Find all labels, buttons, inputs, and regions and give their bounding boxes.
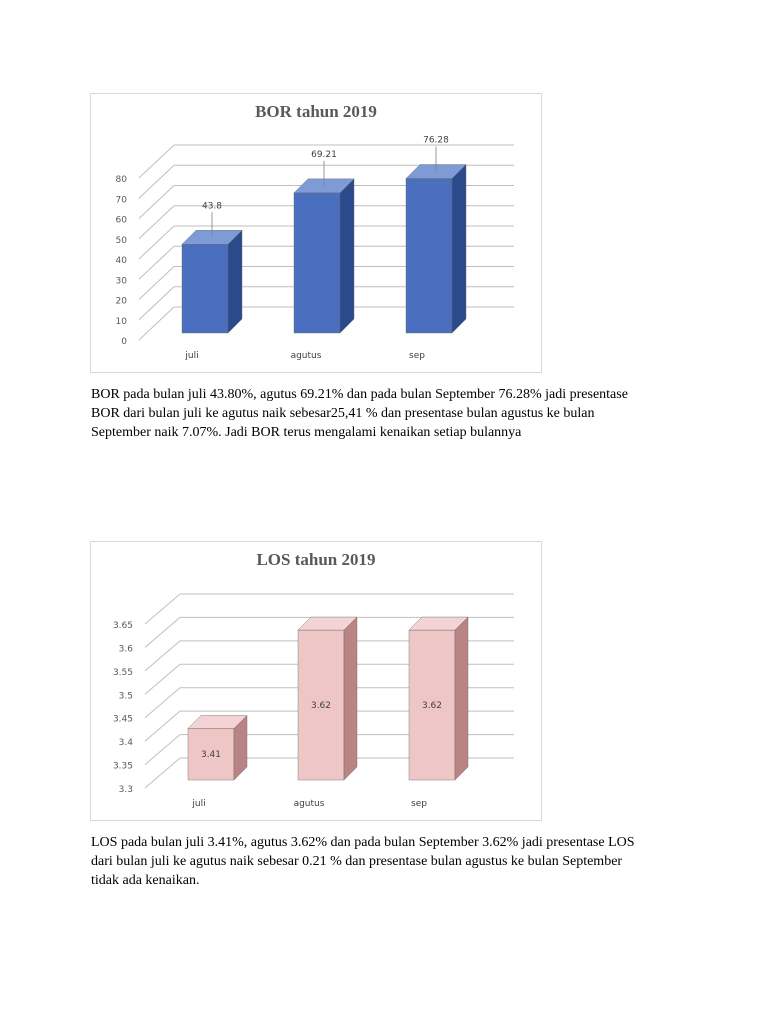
gridline-side (139, 226, 174, 259)
bar-juli (182, 201, 242, 361)
x-tick-label: agutus (293, 799, 325, 809)
y-tick-label: 3.6 (118, 644, 133, 655)
bar-juli (188, 715, 247, 809)
bar-side (340, 179, 354, 333)
text-line: dari bulan juli ke agutus naik sebesar 0.21 % dan presentase bulan agustus ke bulan September (91, 854, 623, 869)
bor-chart (90, 93, 542, 373)
x-tick-label: sep (411, 799, 427, 809)
bar-agutus (294, 617, 357, 809)
data-label: 76.28 (423, 135, 449, 146)
y-tick-label: 0 (121, 337, 127, 347)
y-tick-label: 70 (115, 195, 127, 206)
los-chart-plot (91, 542, 543, 822)
gridline-side (145, 594, 180, 624)
gridline-side (145, 735, 180, 765)
bar-agutus (291, 150, 354, 361)
chart-title: LOS tahun 2019 (256, 550, 376, 569)
text-line: September naik 7.07%. Jadi BOR terus mengalami kenaikan setiap bulannya (91, 425, 522, 440)
bars (188, 617, 468, 809)
bar-front (294, 193, 340, 333)
gridline-side (145, 617, 180, 647)
data-label: 3.41 (200, 750, 222, 761)
gridline-side (139, 287, 174, 320)
y-tick-label: 3.55 (112, 667, 133, 678)
los-description (91, 833, 691, 890)
data-label: 69.21 (311, 149, 337, 160)
gridline-side (145, 711, 180, 741)
y-tick-label: 3.5 (118, 691, 133, 702)
y-tick-label: 80 (115, 175, 127, 185)
bar-side (344, 617, 357, 780)
gridline-side (145, 758, 180, 788)
gridline-side (139, 267, 174, 300)
bor-description (91, 385, 691, 442)
y-tick-label: 20 (115, 296, 127, 307)
y-tick-label: 30 (115, 276, 127, 287)
data-label: 3.62 (421, 701, 443, 712)
bar-side (452, 165, 466, 333)
text-line: BOR dari bulan juli ke agutus naik sebesar25,41 % dan presentase bulan agustus ke bulan (91, 406, 595, 421)
gridline-side (145, 688, 180, 718)
gridline-side (145, 664, 180, 694)
y-tick-label: 10 (115, 316, 127, 327)
bar-sep (406, 136, 466, 361)
bars (182, 136, 466, 361)
y-tick-label: 3.35 (112, 761, 133, 772)
gridline-side (139, 165, 174, 198)
text-line: tidak ada kenaikan. (91, 873, 200, 888)
bar-side (228, 230, 242, 333)
y-tick-label: 3.4 (118, 738, 133, 749)
y-tick-label: 3.3 (118, 785, 133, 795)
x-tick-label: juli (185, 351, 199, 361)
x-tick-label: juli (192, 799, 206, 809)
bar-side (455, 617, 468, 780)
data-label: 43.8 (201, 201, 223, 212)
text-line: LOS pada bulan juli 3.41%, agutus 3.62% dan pada bulan September 3.62% jadi presentase LOS (91, 835, 635, 850)
y-tick-label: 3.45 (112, 714, 133, 725)
bar-front (406, 179, 452, 333)
x-tick-label: sep (409, 351, 425, 361)
bor-chart-plot (91, 94, 543, 374)
gridline-side (139, 186, 174, 219)
gridline-side (139, 145, 174, 178)
y-tick-label: 50 (115, 235, 127, 246)
gridline-side (139, 206, 174, 239)
text-line: BOR pada bulan juli 43.80%, agutus 69.21% dan pada bulan September 76.28% jadi presentase (91, 387, 628, 402)
bar-front (182, 244, 228, 333)
gridline-side (139, 246, 174, 279)
y-tick-label: 3.65 (112, 621, 133, 631)
y-tick-label: 60 (115, 215, 127, 226)
chart-title: BOR tahun 2019 (255, 102, 377, 121)
gridline-side (145, 641, 180, 671)
bar-sep (409, 617, 468, 809)
y-tick-label: 40 (115, 256, 127, 266)
los-chart (90, 541, 542, 821)
x-tick-label: agutus (290, 351, 322, 361)
data-label: 3.62 (310, 701, 332, 712)
gridline-side (139, 307, 174, 340)
